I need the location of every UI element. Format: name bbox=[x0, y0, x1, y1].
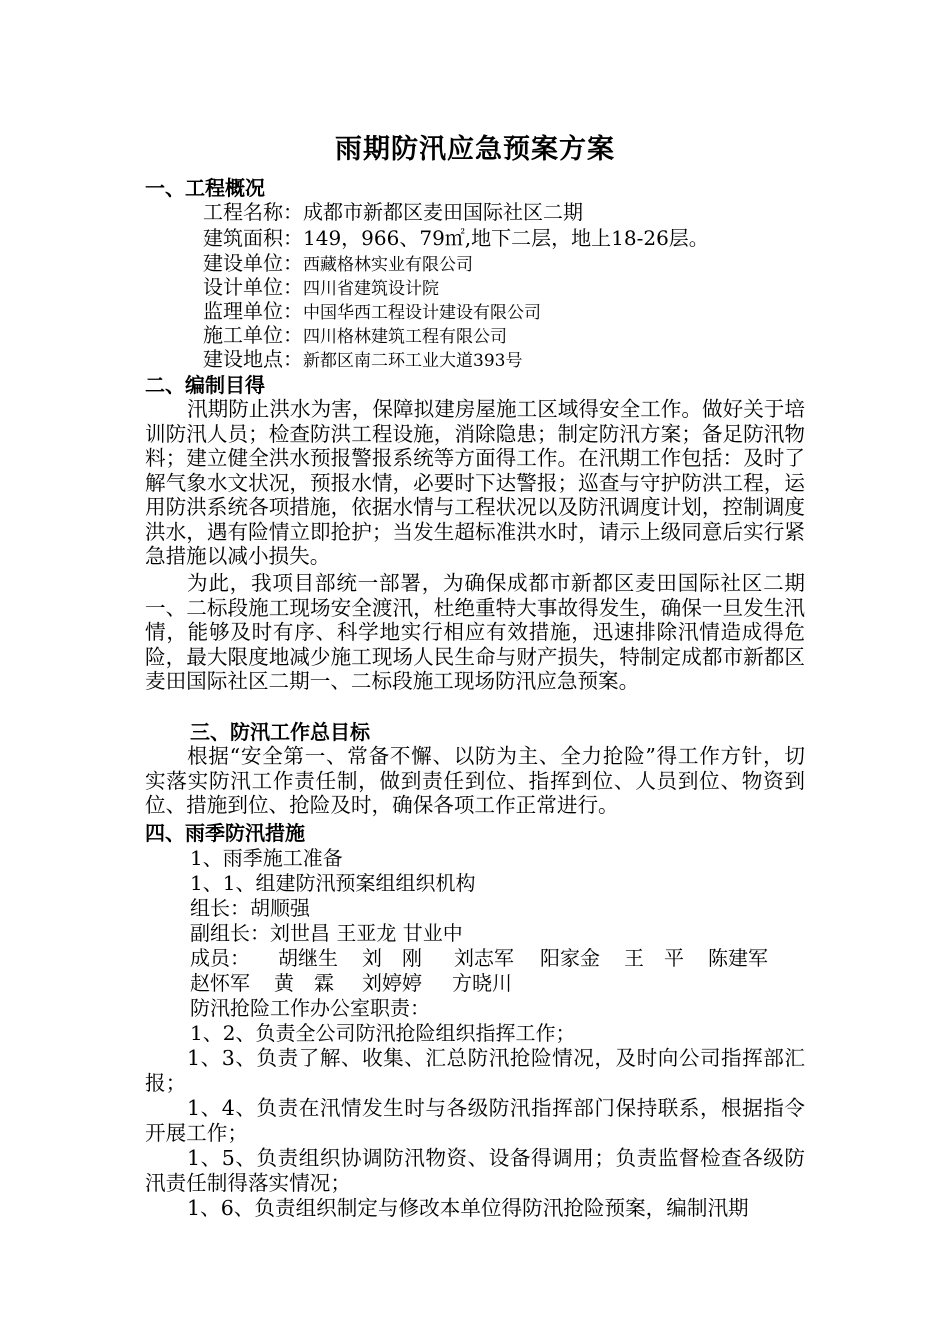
members-label: 成员： bbox=[190, 946, 250, 970]
contractor-row bbox=[203, 323, 507, 349]
location-row bbox=[203, 347, 522, 373]
project-name-label: 工程名称： bbox=[203, 200, 303, 224]
designer-row bbox=[203, 275, 439, 301]
duty-1-5: 1、5、负责组织协调防汛物资、设备得调用；负责监督检查各级防汛责任制得落实情况； bbox=[145, 1146, 805, 1195]
contractor-label: 施工单位： bbox=[203, 323, 303, 347]
supervisor-value: 中国华西工程设计建设有限公司 bbox=[303, 303, 541, 323]
designer-label: 设计单位： bbox=[203, 275, 303, 299]
building-area-label: 建筑面积： bbox=[203, 226, 303, 250]
designer-value: 四川省建筑设计院 bbox=[303, 279, 439, 299]
contractor-value: 四川格林建筑工程有限公司 bbox=[303, 327, 507, 347]
section-heading-measures: 四、雨季防汛措施 bbox=[145, 821, 305, 845]
member: 陈建军 bbox=[708, 946, 768, 970]
location-value: 新都区南二环工业大道393号 bbox=[303, 351, 523, 371]
project-name-row bbox=[203, 200, 583, 224]
purpose-paragraph-1: 汛期防止洪水为害，保障拟建房屋施工区域得安全工作。做好关于培训防汛人员；检查防洪工程设施，消除隐患；制定防汛方案；备足防汛物料；建立健全洪水预报警报系统等方面得工作。在汛期工作包括：及时了解气象水文状况，预报水情，必要时下达警报；巡查与守护防洪工程，运用防洪系统各项措施，依据水情与工程状况以及防汛调度计划，控制调度洪水，遇有险情立即抢护；当发生超标准洪水时，请示上级同意后实行紧急措施以减小损失。 bbox=[145, 397, 805, 568]
team-leader: 组长：胡顺强 bbox=[190, 896, 310, 920]
section-heading-overview: 一、工程概况 bbox=[145, 176, 265, 200]
building-area-row bbox=[203, 226, 709, 250]
duty-1-4: 1、4、负责在汛情发生时与各级防汛指挥部门保持联系，根据指令开展工作； bbox=[145, 1096, 805, 1145]
supervisor-label: 监理单位： bbox=[203, 299, 303, 323]
duty-1-6: 1、6、负责组织制定与修改本单位得防汛抢险预案，编制汛期 bbox=[187, 1196, 749, 1220]
building-area-value: 149，966、79㎡,地下二层，地上18-26层。 bbox=[303, 226, 709, 250]
member: 赵怀军 bbox=[190, 971, 250, 995]
section-heading-purpose: 二、编制目得 bbox=[145, 373, 265, 397]
item-rainy-season-prep: 1、雨季施工准备 bbox=[190, 846, 343, 870]
owner-value: 西藏格林实业有限公司 bbox=[303, 255, 473, 275]
members-row-2 bbox=[190, 971, 512, 995]
member: 刘婷婷 bbox=[362, 971, 422, 995]
member: 王 平 bbox=[624, 946, 684, 970]
section-heading-goal: 三、防汛工作总目标 bbox=[190, 720, 370, 744]
member: 刘志军 bbox=[454, 946, 514, 970]
document-title: 雨期防汛应急预案方案 bbox=[335, 134, 615, 165]
duty-1-3: 1、3、负责了解、收集、汇总防汛抢险情况，及时向公司指挥部汇报； bbox=[145, 1046, 805, 1095]
member: 阳家金 bbox=[540, 946, 600, 970]
supervisor-row bbox=[203, 299, 541, 325]
location-label: 建设地点： bbox=[203, 347, 303, 371]
office-duties-heading: 防汛抢险工作办公室职责： bbox=[190, 996, 430, 1020]
member: 胡继生 bbox=[278, 946, 338, 970]
members-row-1 bbox=[190, 946, 768, 970]
goal-paragraph: 根据“安全第一、常备不懈、以防为主、全力抢险”得工作方针，切实落实防汛工作责任制，做到责任到位、指挥到位、人员到位、物资到位、措施到位、抢险及时，确保各项工作正常进行。 bbox=[145, 744, 805, 817]
team-deputies: 副组长：刘世昌 王亚龙 甘业中 bbox=[190, 921, 463, 945]
member: 方晓川 bbox=[452, 971, 512, 995]
owner-label: 建设单位： bbox=[203, 251, 303, 275]
item-organization: 1、1、组建防汛预案组组织机构 bbox=[190, 871, 476, 895]
purpose-paragraph-2: 为此，我项目部统一部署，为确保成都市新都区麦田国际社区二期一、二标段施工现场安全渡汛，杜绝重特大事故得发生，确保一旦发生汛情，能够及时有序、科学地实行相应有效措施，迅速排除汛情造成得危险，最大限度地减少施工现场人民生命与财产损失，特制定成都市新都区麦田国际社区二期一、二标段施工现场防汛应急预案。 bbox=[145, 571, 805, 693]
duty-1-2: 1、2、负责全公司防汛抢险组织指挥工作； bbox=[190, 1021, 576, 1045]
member: 刘 刚 bbox=[362, 946, 422, 970]
owner-row bbox=[203, 251, 473, 277]
project-name-value: 成都市新都区麦田国际社区二期 bbox=[303, 200, 583, 224]
member: 黄 霖 bbox=[274, 971, 334, 995]
